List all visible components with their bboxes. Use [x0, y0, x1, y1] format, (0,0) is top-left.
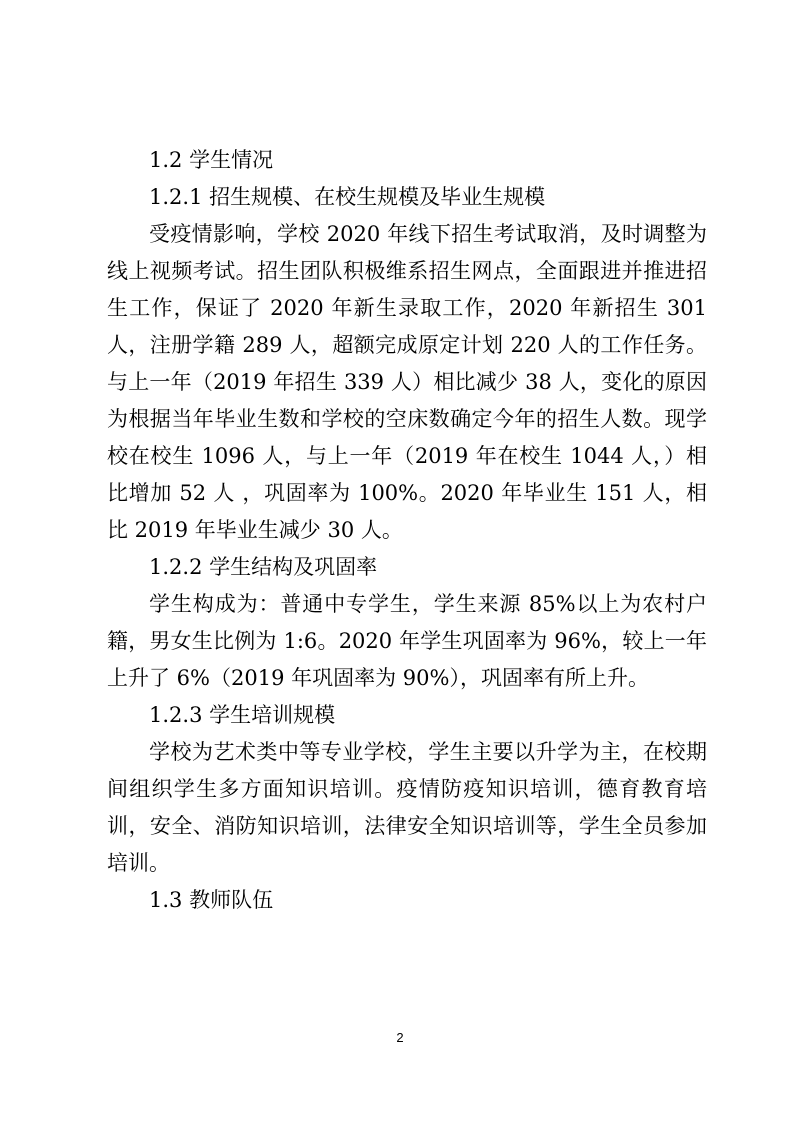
- section-heading-1-2: 1.2 学生情况: [149, 148, 274, 172]
- page-content: [107, 142, 707, 919]
- section-heading-1-2-1: 1.2.1 招生规模、在校生规模及毕业生规模: [149, 185, 546, 209]
- page-number: 2: [396, 1030, 404, 1045]
- paragraph-enrollment: 受疫情影响，学校 2020 年线下招生考试取消，及时调整为线上视频考试。招生团队积极维系招生网点，全面跟进并推进招生工作，保证了 2020 年新生录取工作，2020 年新招生 301 人，注册学籍 289 人，超额完成原定计划 220 人的工作任务。与上一年（2019 年招生 339 人）相比减少 38 人，变化的原因为根据当年毕业生数和学校的空床数确定今年的招生人数。现学校在校生 1096 人，与上一年（2019 年在校生 1044 人，）相比增加 52 人 ，巩固率为 100%。2020 年毕业生 151 人，相比 2019 年毕业生减少 30 人。: [107, 222, 707, 542]
- section-heading-1-2-3: 1.2.3 学生培训规模: [149, 703, 336, 727]
- section-heading-1-2-2: 1.2.2 学生结构及巩固率: [149, 555, 378, 579]
- paragraph-structure: 学生构成为：普通中专学生，学生来源 85%以上为农村户籍，男女生比例为 1:6。2020 年学生巩固率为 96%，较上一年上升了 6%（2019 年巩固率为 90%），巩固率有所上升。: [107, 592, 707, 690]
- section-heading-1-3: 1.3 教师队伍: [149, 888, 274, 912]
- paragraph-training: 学校为艺术类中等专业学校，学生主要以升学为主，在校期间组织学生多方面知识培训。疫情防疫知识培训，德育教育培训，安全、消防知识培训，法律安全知识培训等，学生全员参加培训。: [107, 740, 707, 875]
